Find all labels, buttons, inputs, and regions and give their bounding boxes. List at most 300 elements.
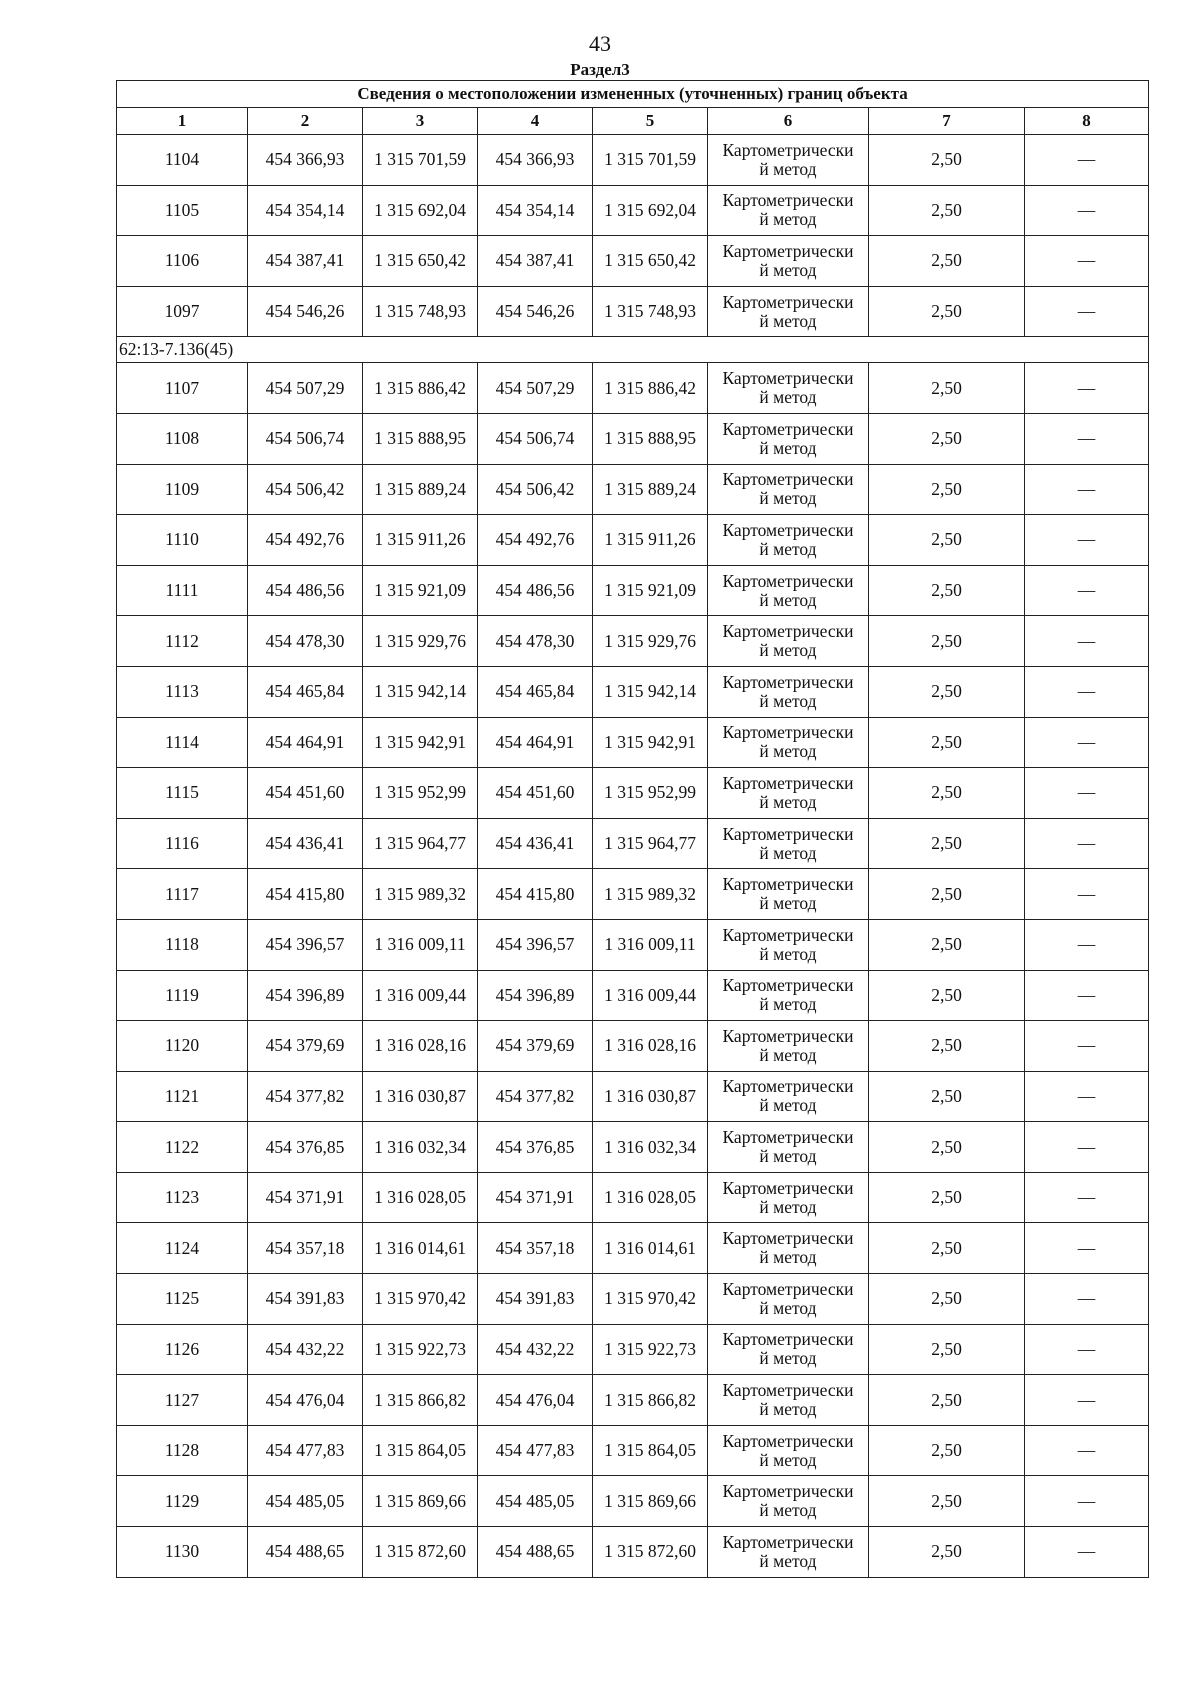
accuracy-value: 2,50 bbox=[869, 135, 1025, 186]
y-coordinate-refined: 1 315 872,60 bbox=[593, 1527, 708, 1578]
x-coordinate-existing: 454 354,14 bbox=[248, 185, 363, 236]
x-coordinate-refined: 454 396,89 bbox=[478, 970, 593, 1021]
y-coordinate-existing: 1 315 692,04 bbox=[363, 185, 478, 236]
method-text-line: й метод bbox=[759, 791, 817, 812]
method-text-line: Картометрически bbox=[722, 1481, 854, 1502]
note-dash: — bbox=[1025, 616, 1149, 667]
y-coordinate-refined: 1 315 921,09 bbox=[593, 565, 708, 616]
method-text-line: Картометрически bbox=[722, 924, 854, 945]
method-text-line: й метод bbox=[759, 437, 817, 458]
x-coordinate-refined: 454 436,41 bbox=[478, 818, 593, 869]
method-text-line: Картометрически bbox=[722, 368, 854, 389]
x-coordinate-existing: 454 477,83 bbox=[248, 1425, 363, 1476]
accuracy-value: 2,50 bbox=[869, 1527, 1025, 1578]
x-coordinate-existing: 454 436,41 bbox=[248, 818, 363, 869]
method-text-line: й метод bbox=[759, 1399, 817, 1420]
table-row bbox=[117, 919, 1149, 970]
note-dash: — bbox=[1025, 464, 1149, 515]
y-coordinate-existing: 1 315 929,76 bbox=[363, 616, 478, 667]
note-dash: — bbox=[1025, 286, 1149, 337]
x-coordinate-existing: 454 387,41 bbox=[248, 236, 363, 287]
column-number: 7 bbox=[869, 108, 1025, 135]
x-coordinate-refined: 454 432,22 bbox=[478, 1324, 593, 1375]
y-coordinate-refined: 1 315 989,32 bbox=[593, 869, 708, 920]
method-text-line: й метод bbox=[759, 1044, 817, 1065]
x-coordinate-refined: 454 357,18 bbox=[478, 1223, 593, 1274]
note-dash: — bbox=[1025, 666, 1149, 717]
table-row bbox=[117, 818, 1149, 869]
method-text-line: й метод bbox=[759, 310, 817, 331]
boundary-table bbox=[116, 80, 1149, 1578]
y-coordinate-refined: 1 315 869,66 bbox=[593, 1476, 708, 1527]
point-number: 1104 bbox=[117, 135, 248, 186]
determination-method bbox=[708, 413, 869, 464]
x-coordinate-existing: 454 379,69 bbox=[248, 1021, 363, 1072]
accuracy-value: 2,50 bbox=[869, 1122, 1025, 1173]
note-dash: — bbox=[1025, 768, 1149, 819]
x-coordinate-existing: 454 486,56 bbox=[248, 565, 363, 616]
method-text-line: Картометрически bbox=[722, 1127, 854, 1148]
x-coordinate-refined: 454 486,56 bbox=[478, 565, 593, 616]
table-row bbox=[117, 1122, 1149, 1173]
table-row bbox=[117, 185, 1149, 236]
determination-method bbox=[708, 1324, 869, 1375]
y-coordinate-existing: 1 315 872,60 bbox=[363, 1527, 478, 1578]
y-coordinate-existing: 1 316 014,61 bbox=[363, 1223, 478, 1274]
x-coordinate-existing: 454 507,29 bbox=[248, 363, 363, 414]
column-number: 6 bbox=[708, 108, 869, 135]
point-number: 1112 bbox=[117, 616, 248, 667]
method-text-line: Картометрически bbox=[722, 418, 854, 439]
x-coordinate-refined: 454 451,60 bbox=[478, 768, 593, 819]
table-row bbox=[117, 464, 1149, 515]
page-number: 43 bbox=[589, 31, 611, 56]
determination-method bbox=[708, 464, 869, 515]
table-row bbox=[117, 717, 1149, 768]
note-dash: — bbox=[1025, 363, 1149, 414]
table-row bbox=[117, 1071, 1149, 1122]
y-coordinate-existing: 1 315 952,99 bbox=[363, 768, 478, 819]
method-text-line: й метод bbox=[759, 741, 817, 762]
method-text-line: Картометрически bbox=[722, 190, 854, 211]
determination-method bbox=[708, 869, 869, 920]
x-coordinate-refined: 454 546,26 bbox=[478, 286, 593, 337]
y-coordinate-existing: 1 316 028,05 bbox=[363, 1172, 478, 1223]
point-number: 1126 bbox=[117, 1324, 248, 1375]
note-dash: — bbox=[1025, 1172, 1149, 1223]
y-coordinate-refined: 1 315 888,95 bbox=[593, 413, 708, 464]
note-dash: — bbox=[1025, 135, 1149, 186]
table-row bbox=[117, 1172, 1149, 1223]
y-coordinate-existing: 1 315 748,93 bbox=[363, 286, 478, 337]
accuracy-value: 2,50 bbox=[869, 413, 1025, 464]
x-coordinate-refined: 454 476,04 bbox=[478, 1375, 593, 1426]
table-row bbox=[117, 1274, 1149, 1325]
y-coordinate-existing: 1 315 889,24 bbox=[363, 464, 478, 515]
method-text-line: й метод bbox=[759, 1146, 817, 1167]
table-row bbox=[117, 565, 1149, 616]
y-coordinate-refined: 1 315 866,82 bbox=[593, 1375, 708, 1426]
method-text-line: й метод bbox=[759, 1095, 817, 1116]
x-coordinate-refined: 454 379,69 bbox=[478, 1021, 593, 1072]
y-coordinate-existing: 1 315 650,42 bbox=[363, 236, 478, 287]
x-coordinate-existing: 454 546,26 bbox=[248, 286, 363, 337]
method-text-line: й метод bbox=[759, 943, 817, 964]
method-text-line: й метод bbox=[759, 893, 817, 914]
note-dash: — bbox=[1025, 413, 1149, 464]
accuracy-value: 2,50 bbox=[869, 185, 1025, 236]
y-coordinate-refined: 1 315 692,04 bbox=[593, 185, 708, 236]
method-text-line: й метод bbox=[759, 1196, 817, 1217]
note-dash: — bbox=[1025, 185, 1149, 236]
determination-method bbox=[708, 565, 869, 616]
x-coordinate-existing: 454 366,93 bbox=[248, 135, 363, 186]
table-row bbox=[117, 1375, 1149, 1426]
y-coordinate-existing: 1 315 911,26 bbox=[363, 515, 478, 566]
note-dash: — bbox=[1025, 1274, 1149, 1325]
determination-method bbox=[708, 1274, 869, 1325]
y-coordinate-refined: 1 315 886,42 bbox=[593, 363, 708, 414]
x-coordinate-existing: 454 476,04 bbox=[248, 1375, 363, 1426]
y-coordinate-existing: 1 315 942,14 bbox=[363, 666, 478, 717]
method-text-line: Картометрически bbox=[722, 823, 854, 844]
point-number: 1097 bbox=[117, 286, 248, 337]
x-coordinate-existing: 454 465,84 bbox=[248, 666, 363, 717]
x-coordinate-refined: 454 371,91 bbox=[478, 1172, 593, 1223]
point-number: 1120 bbox=[117, 1021, 248, 1072]
note-dash: — bbox=[1025, 1375, 1149, 1426]
note-dash: — bbox=[1025, 970, 1149, 1021]
y-coordinate-existing: 1 315 869,66 bbox=[363, 1476, 478, 1527]
x-coordinate-refined: 454 465,84 bbox=[478, 666, 593, 717]
note-dash: — bbox=[1025, 1223, 1149, 1274]
point-number: 1114 bbox=[117, 717, 248, 768]
determination-method bbox=[708, 1122, 869, 1173]
note-dash: — bbox=[1025, 236, 1149, 287]
method-text-line: й метод bbox=[759, 690, 817, 711]
x-coordinate-existing: 454 377,82 bbox=[248, 1071, 363, 1122]
y-coordinate-refined: 1 316 030,87 bbox=[593, 1071, 708, 1122]
y-coordinate-refined: 1 316 032,34 bbox=[593, 1122, 708, 1173]
note-dash: — bbox=[1025, 515, 1149, 566]
x-coordinate-existing: 454 464,91 bbox=[248, 717, 363, 768]
x-coordinate-refined: 454 506,74 bbox=[478, 413, 593, 464]
y-coordinate-existing: 1 315 886,42 bbox=[363, 363, 478, 414]
method-text-line: й метод bbox=[759, 1348, 817, 1369]
method-text-line: Картометрически bbox=[722, 874, 854, 895]
x-coordinate-existing: 454 478,30 bbox=[248, 616, 363, 667]
method-text-line: Картометрически bbox=[722, 469, 854, 490]
table-row bbox=[117, 666, 1149, 717]
method-text-line: Картометрически bbox=[722, 1228, 854, 1249]
method-text-line: Картометрически bbox=[722, 671, 854, 692]
note-dash: — bbox=[1025, 1476, 1149, 1527]
table-row bbox=[117, 1476, 1149, 1527]
determination-method bbox=[708, 1527, 869, 1578]
determination-method bbox=[708, 919, 869, 970]
column-number: 3 bbox=[363, 108, 478, 135]
method-text-line: й метод bbox=[759, 1297, 817, 1318]
determination-method bbox=[708, 1223, 869, 1274]
point-number: 1111 bbox=[117, 565, 248, 616]
x-coordinate-refined: 454 354,14 bbox=[478, 185, 593, 236]
method-text-line: й метод bbox=[759, 387, 817, 408]
method-text-line: й метод bbox=[759, 640, 817, 661]
y-coordinate-refined: 1 315 922,73 bbox=[593, 1324, 708, 1375]
x-coordinate-refined: 454 391,83 bbox=[478, 1274, 593, 1325]
x-coordinate-existing: 454 485,05 bbox=[248, 1476, 363, 1527]
accuracy-value: 2,50 bbox=[869, 565, 1025, 616]
method-text-line: Картометрически bbox=[722, 1025, 854, 1046]
method-text-line: й метод bbox=[759, 1500, 817, 1521]
determination-method bbox=[708, 616, 869, 667]
accuracy-value: 2,50 bbox=[869, 1425, 1025, 1476]
point-number: 1107 bbox=[117, 363, 248, 414]
column-number: 8 bbox=[1025, 108, 1149, 135]
method-text-line: Картометрически bbox=[722, 1329, 854, 1350]
accuracy-value: 2,50 bbox=[869, 666, 1025, 717]
method-text-line: й метод bbox=[759, 209, 817, 230]
determination-method bbox=[708, 185, 869, 236]
y-coordinate-refined: 1 315 952,99 bbox=[593, 768, 708, 819]
x-coordinate-refined: 454 464,91 bbox=[478, 717, 593, 768]
point-number: 1128 bbox=[117, 1425, 248, 1476]
method-text-line: й метод bbox=[759, 589, 817, 610]
y-coordinate-refined: 1 316 014,61 bbox=[593, 1223, 708, 1274]
determination-method bbox=[708, 1021, 869, 1072]
x-coordinate-existing: 454 376,85 bbox=[248, 1122, 363, 1173]
method-text-line: й метод bbox=[759, 1550, 817, 1571]
y-coordinate-refined: 1 316 028,05 bbox=[593, 1172, 708, 1223]
point-number: 1105 bbox=[117, 185, 248, 236]
method-text-line: Картометрически bbox=[722, 621, 854, 642]
y-coordinate-refined: 1 316 028,16 bbox=[593, 1021, 708, 1072]
accuracy-value: 2,50 bbox=[869, 869, 1025, 920]
table-row bbox=[117, 135, 1149, 186]
method-text-line: Картометрически bbox=[722, 240, 854, 261]
method-text-line: Картометрически bbox=[722, 291, 854, 312]
x-coordinate-refined: 454 485,05 bbox=[478, 1476, 593, 1527]
point-number: 1113 bbox=[117, 666, 248, 717]
x-coordinate-refined: 454 507,29 bbox=[478, 363, 593, 414]
determination-method bbox=[708, 515, 869, 566]
cadastral-number: 62:13-7.136(45) bbox=[117, 337, 1149, 363]
x-coordinate-existing: 454 506,74 bbox=[248, 413, 363, 464]
note-dash: — bbox=[1025, 717, 1149, 768]
method-text-line: Картометрически bbox=[722, 1177, 854, 1198]
accuracy-value: 2,50 bbox=[869, 1172, 1025, 1223]
method-text-line: Картометрически bbox=[722, 1278, 854, 1299]
x-coordinate-existing: 454 391,83 bbox=[248, 1274, 363, 1325]
y-coordinate-existing: 1 315 921,09 bbox=[363, 565, 478, 616]
table-row bbox=[117, 1324, 1149, 1375]
accuracy-value: 2,50 bbox=[869, 286, 1025, 337]
point-number: 1129 bbox=[117, 1476, 248, 1527]
accuracy-value: 2,50 bbox=[869, 1021, 1025, 1072]
y-coordinate-refined: 1 315 701,59 bbox=[593, 135, 708, 186]
accuracy-value: 2,50 bbox=[869, 1324, 1025, 1375]
x-coordinate-existing: 454 357,18 bbox=[248, 1223, 363, 1274]
determination-method bbox=[708, 363, 869, 414]
table-caption-row bbox=[117, 81, 1149, 108]
x-coordinate-refined: 454 387,41 bbox=[478, 236, 593, 287]
accuracy-value: 2,50 bbox=[869, 818, 1025, 869]
method-text-line: Картометрически bbox=[722, 1380, 854, 1401]
method-text-line: й метод bbox=[759, 158, 817, 179]
table-row bbox=[117, 1425, 1149, 1476]
y-coordinate-existing: 1 315 701,59 bbox=[363, 135, 478, 186]
table-row bbox=[117, 236, 1149, 287]
table-caption: Сведения о местоположении измененных (уточненных) границ объекта bbox=[117, 81, 1149, 108]
determination-method bbox=[708, 1425, 869, 1476]
y-coordinate-refined: 1 316 009,11 bbox=[593, 919, 708, 970]
x-coordinate-existing: 454 451,60 bbox=[248, 768, 363, 819]
table-row bbox=[117, 413, 1149, 464]
table-row bbox=[117, 869, 1149, 920]
group-row bbox=[117, 337, 1149, 363]
method-text-line: й метод bbox=[759, 538, 817, 559]
method-text-line: Картометрически bbox=[722, 975, 854, 996]
method-text-line: Картометрически bbox=[722, 1531, 854, 1552]
method-text-line: Картометрически bbox=[722, 570, 854, 591]
point-number: 1110 bbox=[117, 515, 248, 566]
accuracy-value: 2,50 bbox=[869, 515, 1025, 566]
x-coordinate-refined: 454 488,65 bbox=[478, 1527, 593, 1578]
point-number: 1116 bbox=[117, 818, 248, 869]
y-coordinate-existing: 1 315 989,32 bbox=[363, 869, 478, 920]
section-title: Раздел3 bbox=[570, 60, 630, 79]
accuracy-value: 2,50 bbox=[869, 363, 1025, 414]
y-coordinate-refined: 1 315 889,24 bbox=[593, 464, 708, 515]
y-coordinate-refined: 1 315 942,14 bbox=[593, 666, 708, 717]
point-number: 1106 bbox=[117, 236, 248, 287]
accuracy-value: 2,50 bbox=[869, 970, 1025, 1021]
y-coordinate-existing: 1 316 009,44 bbox=[363, 970, 478, 1021]
y-coordinate-existing: 1 316 032,34 bbox=[363, 1122, 478, 1173]
point-number: 1115 bbox=[117, 768, 248, 819]
determination-method bbox=[708, 1476, 869, 1527]
accuracy-value: 2,50 bbox=[869, 236, 1025, 287]
y-coordinate-refined: 1 315 911,26 bbox=[593, 515, 708, 566]
x-coordinate-refined: 454 506,42 bbox=[478, 464, 593, 515]
y-coordinate-refined: 1 315 929,76 bbox=[593, 616, 708, 667]
x-coordinate-refined: 454 478,30 bbox=[478, 616, 593, 667]
note-dash: — bbox=[1025, 818, 1149, 869]
point-number: 1117 bbox=[117, 869, 248, 920]
column-number: 5 bbox=[593, 108, 708, 135]
determination-method bbox=[708, 286, 869, 337]
x-coordinate-refined: 454 396,57 bbox=[478, 919, 593, 970]
table-row bbox=[117, 1223, 1149, 1274]
x-coordinate-refined: 454 477,83 bbox=[478, 1425, 593, 1476]
accuracy-value: 2,50 bbox=[869, 919, 1025, 970]
column-number: 4 bbox=[478, 108, 593, 135]
y-coordinate-existing: 1 315 864,05 bbox=[363, 1425, 478, 1476]
determination-method bbox=[708, 768, 869, 819]
y-coordinate-refined: 1 315 864,05 bbox=[593, 1425, 708, 1476]
y-coordinate-refined: 1 316 009,44 bbox=[593, 970, 708, 1021]
accuracy-value: 2,50 bbox=[869, 1476, 1025, 1527]
point-number: 1122 bbox=[117, 1122, 248, 1173]
column-number: 2 bbox=[248, 108, 363, 135]
method-text-line: й метод bbox=[759, 259, 817, 280]
table-row bbox=[117, 970, 1149, 1021]
x-coordinate-refined: 454 376,85 bbox=[478, 1122, 593, 1173]
x-coordinate-existing: 454 432,22 bbox=[248, 1324, 363, 1375]
note-dash: — bbox=[1025, 869, 1149, 920]
method-text-line: й метод bbox=[759, 488, 817, 509]
point-number: 1123 bbox=[117, 1172, 248, 1223]
accuracy-value: 2,50 bbox=[869, 717, 1025, 768]
x-coordinate-refined: 454 492,76 bbox=[478, 515, 593, 566]
y-coordinate-refined: 1 315 964,77 bbox=[593, 818, 708, 869]
method-text-line: Картометрически bbox=[722, 772, 854, 793]
point-number: 1124 bbox=[117, 1223, 248, 1274]
method-text-line: Картометрически bbox=[722, 139, 854, 160]
determination-method bbox=[708, 717, 869, 768]
determination-method bbox=[708, 818, 869, 869]
x-coordinate-refined: 454 377,82 bbox=[478, 1071, 593, 1122]
point-number: 1121 bbox=[117, 1071, 248, 1122]
note-dash: — bbox=[1025, 1425, 1149, 1476]
method-text-line: Картометрически bbox=[722, 1430, 854, 1451]
note-dash: — bbox=[1025, 919, 1149, 970]
determination-method bbox=[708, 135, 869, 186]
method-text-line: Картометрически bbox=[722, 1076, 854, 1097]
table-row bbox=[117, 363, 1149, 414]
determination-method bbox=[708, 1071, 869, 1122]
point-number: 1127 bbox=[117, 1375, 248, 1426]
column-number: 1 bbox=[117, 108, 248, 135]
x-coordinate-existing: 454 492,76 bbox=[248, 515, 363, 566]
note-dash: — bbox=[1025, 1324, 1149, 1375]
note-dash: — bbox=[1025, 1021, 1149, 1072]
determination-method bbox=[708, 1375, 869, 1426]
determination-method bbox=[708, 970, 869, 1021]
method-text-line: й метод bbox=[759, 842, 817, 863]
x-coordinate-existing: 454 415,80 bbox=[248, 869, 363, 920]
point-number: 1130 bbox=[117, 1527, 248, 1578]
y-coordinate-existing: 1 315 866,82 bbox=[363, 1375, 478, 1426]
y-coordinate-refined: 1 315 970,42 bbox=[593, 1274, 708, 1325]
x-coordinate-refined: 454 366,93 bbox=[478, 135, 593, 186]
note-dash: — bbox=[1025, 565, 1149, 616]
method-text-line: й метод bbox=[759, 1247, 817, 1268]
method-text-line: Картометрически bbox=[722, 519, 854, 540]
y-coordinate-existing: 1 316 009,11 bbox=[363, 919, 478, 970]
accuracy-value: 2,50 bbox=[869, 1274, 1025, 1325]
point-number: 1109 bbox=[117, 464, 248, 515]
y-coordinate-refined: 1 315 942,91 bbox=[593, 717, 708, 768]
point-number: 1125 bbox=[117, 1274, 248, 1325]
y-coordinate-existing: 1 315 888,95 bbox=[363, 413, 478, 464]
x-coordinate-existing: 454 506,42 bbox=[248, 464, 363, 515]
accuracy-value: 2,50 bbox=[869, 768, 1025, 819]
table-row bbox=[117, 286, 1149, 337]
accuracy-value: 2,50 bbox=[869, 1071, 1025, 1122]
accuracy-value: 2,50 bbox=[869, 616, 1025, 667]
note-dash: — bbox=[1025, 1122, 1149, 1173]
table-row bbox=[117, 768, 1149, 819]
x-coordinate-existing: 454 488,65 bbox=[248, 1527, 363, 1578]
point-number: 1118 bbox=[117, 919, 248, 970]
note-dash: — bbox=[1025, 1071, 1149, 1122]
x-coordinate-refined: 454 415,80 bbox=[478, 869, 593, 920]
table-body bbox=[117, 81, 1149, 1578]
determination-method bbox=[708, 666, 869, 717]
y-coordinate-existing: 1 315 964,77 bbox=[363, 818, 478, 869]
table-row bbox=[117, 515, 1149, 566]
